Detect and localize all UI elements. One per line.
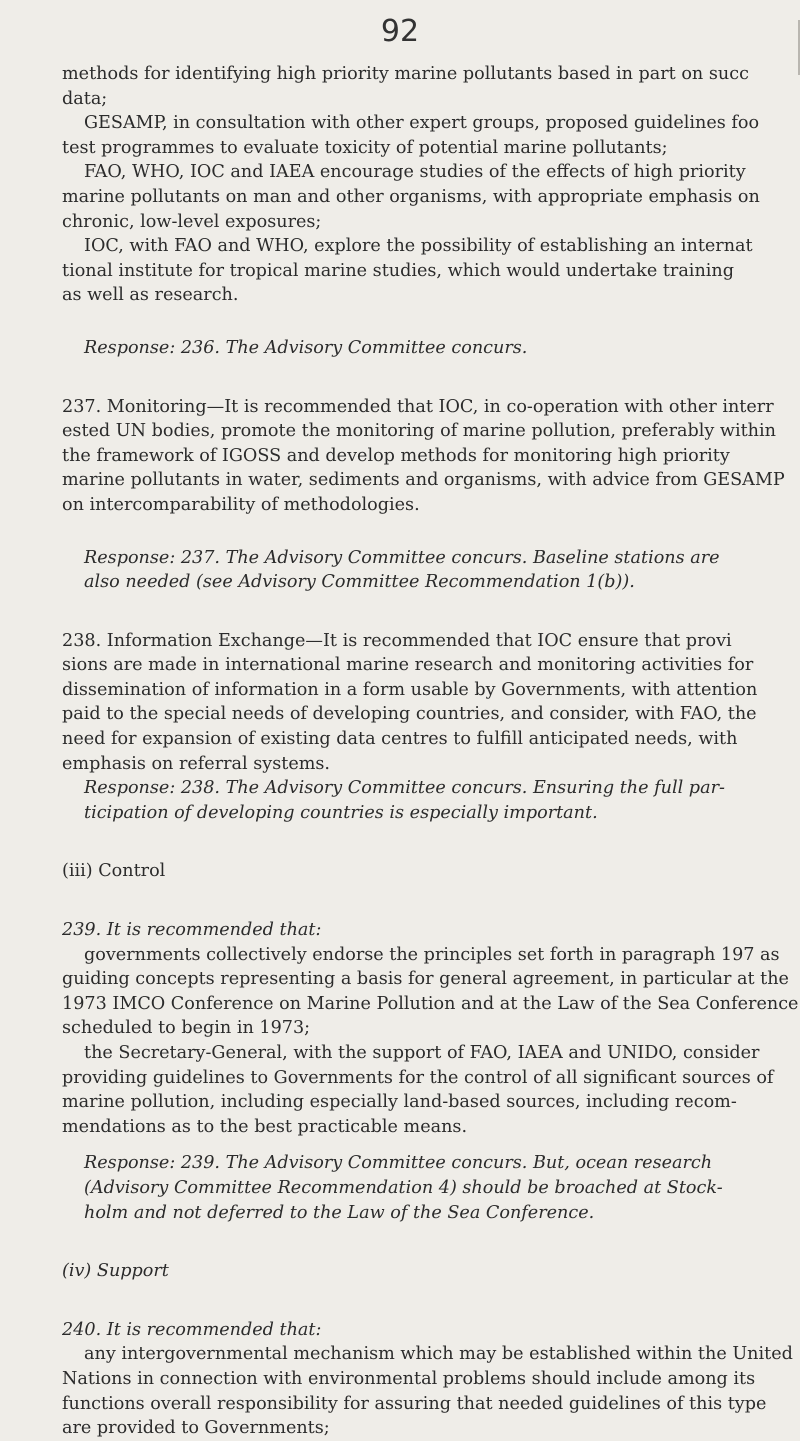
paragraph-gap: [62, 884, 800, 918]
paragraph-gap: [62, 361, 800, 395]
text-line: GESAMP, in consultation with other expert groups, proposed guidelines foo: [84, 113, 760, 134]
text-line: Response: 236. The Advisory Committee concurs.: [84, 337, 528, 358]
text-line: FAO, WHO, IOC and IAEA encourage studies of the effects of high priority: [84, 162, 746, 183]
text-line: 238. Information Exchange—It is recommended that IOC ensure that provi: [62, 630, 732, 651]
text-line: also needed (see Advisory Committee Recommendation 1(b)).: [84, 572, 635, 593]
text-line: Response: 238. The Advisory Committee concurs. Ensuring the full par-: [84, 778, 725, 799]
text-line: Nations in connection with environmental problems should include among its: [62, 1368, 756, 1389]
text-line: Response: 239. The Advisory Committee concurs. But, ocean research: [84, 1153, 713, 1174]
text-line: 1973 IMCO Conference on Marine Pollution and at the Law of the Sea Conference: [62, 993, 799, 1014]
text-line: sions are made in international marine research and monitoring activities for: [62, 655, 754, 676]
text-line: emphasis on referral systems.: [62, 753, 331, 774]
paragraph-gap: [62, 825, 800, 859]
text-line: methods for identifying high priority marine pollutants based in part on succ: [62, 64, 749, 84]
paragraph-gap: [62, 1284, 800, 1318]
text-line: mendations as to the best practicable means.: [62, 1116, 468, 1137]
text-line: marine pollutants on man and other organisms, with appropriate emphasis on: [62, 186, 760, 207]
text-line: on intercomparability of methodologies.: [62, 494, 420, 515]
text-line: paid to the special needs of developing countries, and consider, with FAO, the: [62, 704, 757, 725]
text-line: data;: [62, 88, 108, 109]
document-body: [62, 62, 800, 1441]
text-line: need for expansion of existing data centres to fulfill anticipated needs, with: [62, 729, 738, 750]
text-line: marine pollutants in water, sediments and organisms, with advice from GESAMP: [62, 470, 785, 491]
text-line: the framework of IGOSS and develop methods for monitoring high priority: [62, 445, 730, 466]
text-line: are provided to Governments;: [62, 1418, 330, 1439]
text-line: functions overall responsibility for assuring that needed guidelines of this type: [62, 1393, 767, 1414]
text-line: (iv) Support: [62, 1261, 169, 1282]
paragraph-gap: [62, 595, 800, 629]
text-line: 237. Monitoring—It is recommended that IOC, in co-operation with other interr: [62, 396, 774, 417]
text-line: (Advisory Committee Recommendation 4) should be broached at Stock-: [84, 1177, 723, 1198]
text-line: (iii) Control: [62, 861, 166, 882]
text-line: scheduled to begin in 1973;: [62, 1018, 311, 1039]
text-line: 239. It is recommended that:: [62, 920, 322, 941]
text-line: providing guidelines to Governments for the control of all significant sources of: [62, 1067, 774, 1088]
text-line: governments collectively endorse the principles set forth in paragraph 197 as: [84, 944, 780, 965]
text-line: ested UN bodies, promote the monitoring of marine pollution, preferably within: [62, 421, 776, 442]
text-line: Response: 237. The Advisory Committee concurs. Baseline stations are: [84, 547, 720, 568]
text-line: holm and not deferred to the Law of the Sea Conference.: [84, 1202, 595, 1223]
text-line: 240. It is recommended that:: [62, 1319, 322, 1340]
text-line: tional institute for tropical marine studies, which would undertake training: [62, 260, 734, 281]
text-line: test programmes to evaluate toxicity of potential marine pollutants;: [62, 137, 668, 158]
text-line: chronic, low-level exposures;: [62, 211, 322, 232]
text-line: ticipation of developing countries is especially important.: [84, 802, 598, 823]
text-line: IOC, with FAO and WHO, explore the possibility of establishing an internat: [84, 236, 753, 257]
text-line: any intergovernmental mechanism which may be established within the United: [84, 1344, 793, 1365]
text-line: guiding concepts representing a basis for general agreement, in particular at the: [62, 969, 789, 990]
text-line: as well as research.: [62, 285, 239, 306]
text-line: marine pollution, including especially land-based sources, including recom-: [62, 1092, 737, 1113]
paragraph-gap: [62, 518, 800, 546]
paragraph-gap: [62, 308, 800, 336]
paragraph-gap: [62, 1139, 800, 1151]
paragraph-gap: [62, 1225, 800, 1259]
text-line: dissemination of information in a form usable by Governments, with attention: [62, 679, 758, 700]
page-number: 92: [380, 14, 420, 49]
text-line: the Secretary-General, with the support of FAO, IAEA and UNIDO, consider: [84, 1043, 760, 1063]
